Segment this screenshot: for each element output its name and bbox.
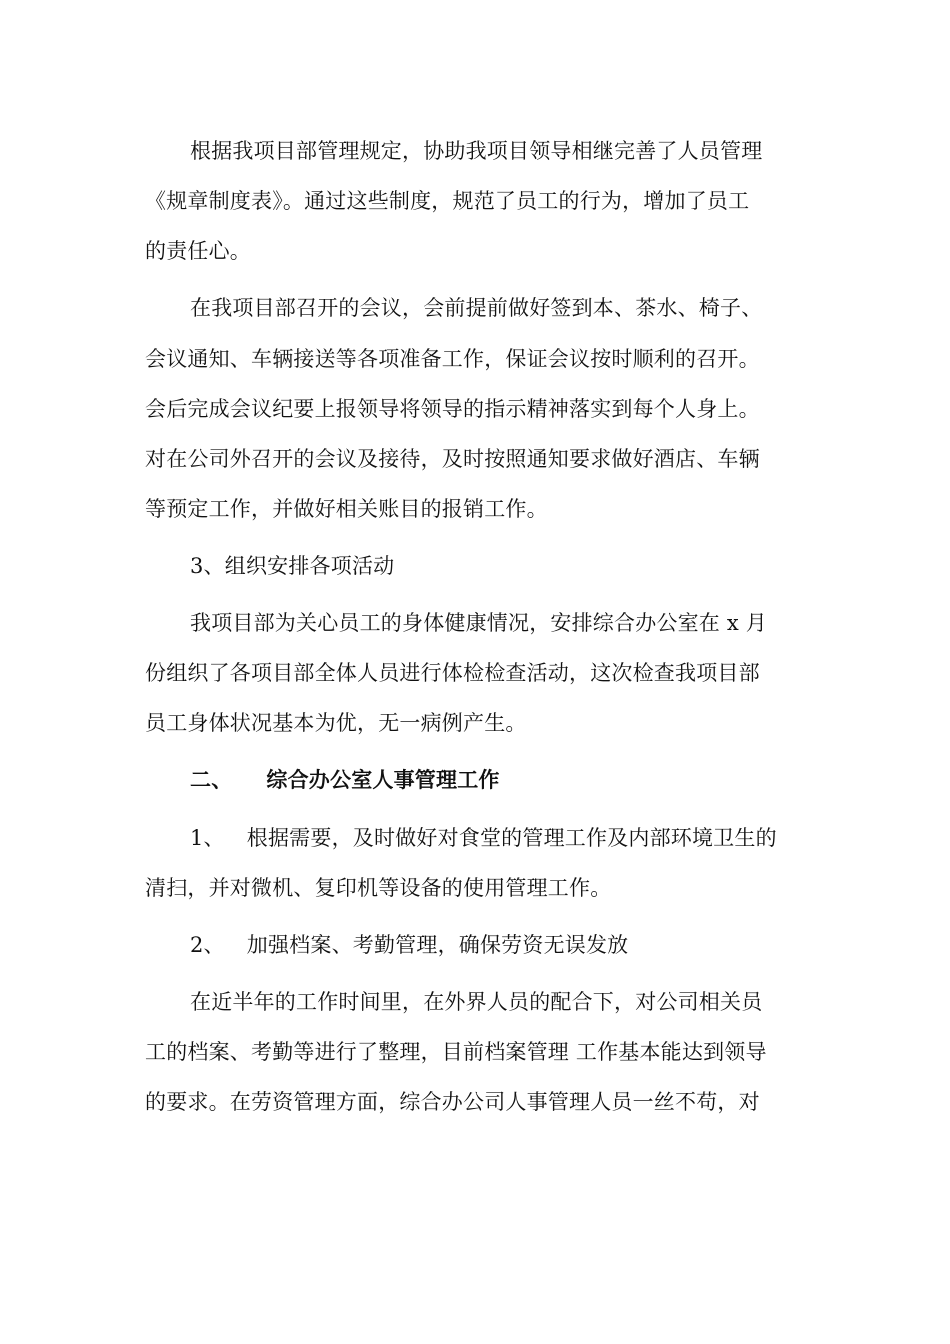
- paragraph-2-line-5: 等预定工作，并做好相关账目的报销工作。: [145, 497, 548, 521]
- section-heading-title: 综合办公室人事管理工作: [266, 767, 500, 792]
- subheading-3: 3、组织安排各项活动: [190, 554, 395, 578]
- paragraph-2-line-4: 对在公司外召开的会议及接待，及时按照通知要求做好酒店、车辆: [145, 447, 760, 471]
- paragraph-2-line-3: 会后完成会议纪要上报领导将领导的指示精神落实到每个人身上。: [145, 397, 760, 421]
- paragraph-1-line-3: 的责任心。: [145, 239, 251, 263]
- section-heading-2: [190, 765, 870, 795]
- paragraph-2-line-1: 在我项目部召开的会议，会前提前做好签到本、茶水、椅子、: [190, 296, 763, 320]
- paragraph-3-line-3: 员工身体状况基本为优，无一病例产生。: [145, 711, 527, 735]
- item-1-line-2: 清扫，并对微机、复印机等设备的使用管理工作。: [145, 876, 612, 900]
- section-heading-number: 二、: [190, 767, 233, 792]
- item-1-line-1: [190, 823, 870, 853]
- paragraph-3-line-1: 我项目部为关心员工的身体健康情况，安排综合办公室在 x 月: [190, 611, 767, 635]
- item-1-number: 1、: [190, 826, 225, 850]
- item-2-number: 2、: [190, 933, 225, 957]
- paragraph-4-line-2: 工的档案、考勤等进行了整理，目前档案管理 工作基本能达到领导: [145, 1040, 767, 1064]
- paragraph-3-line-2: 份组织了各项目部全体人员进行体检检查活动，这次检查我项目部: [145, 661, 760, 685]
- item-1-text: 根据需要，及时做好对食堂的管理工作及内部环境卫生的: [246, 826, 777, 850]
- item-2-heading: [190, 930, 870, 960]
- paragraph-1-line-2: 《规章制度表》。通过这些制度，规范了员工的行为，增加了员工: [145, 189, 750, 213]
- paragraph-4-line-1: 在近半年的工作时间里，在外界人员的配合下，对公司相关员: [190, 990, 763, 1014]
- paragraph-2-line-2: 会议通知、车辆接送等各项准备工作，保证会议按时顺利的召开。: [145, 347, 760, 371]
- paragraph-1-line-1: 根据我项目部管理规定，协助我项目领导相继完善了人员管理: [190, 139, 763, 163]
- paragraph-4-line-3: 的要求。在劳资管理方面，综合办公司人事管理人员一丝不苟，对: [145, 1090, 760, 1114]
- item-2-title: 加强档案、考勤管理，确保劳资无误发放: [246, 933, 629, 957]
